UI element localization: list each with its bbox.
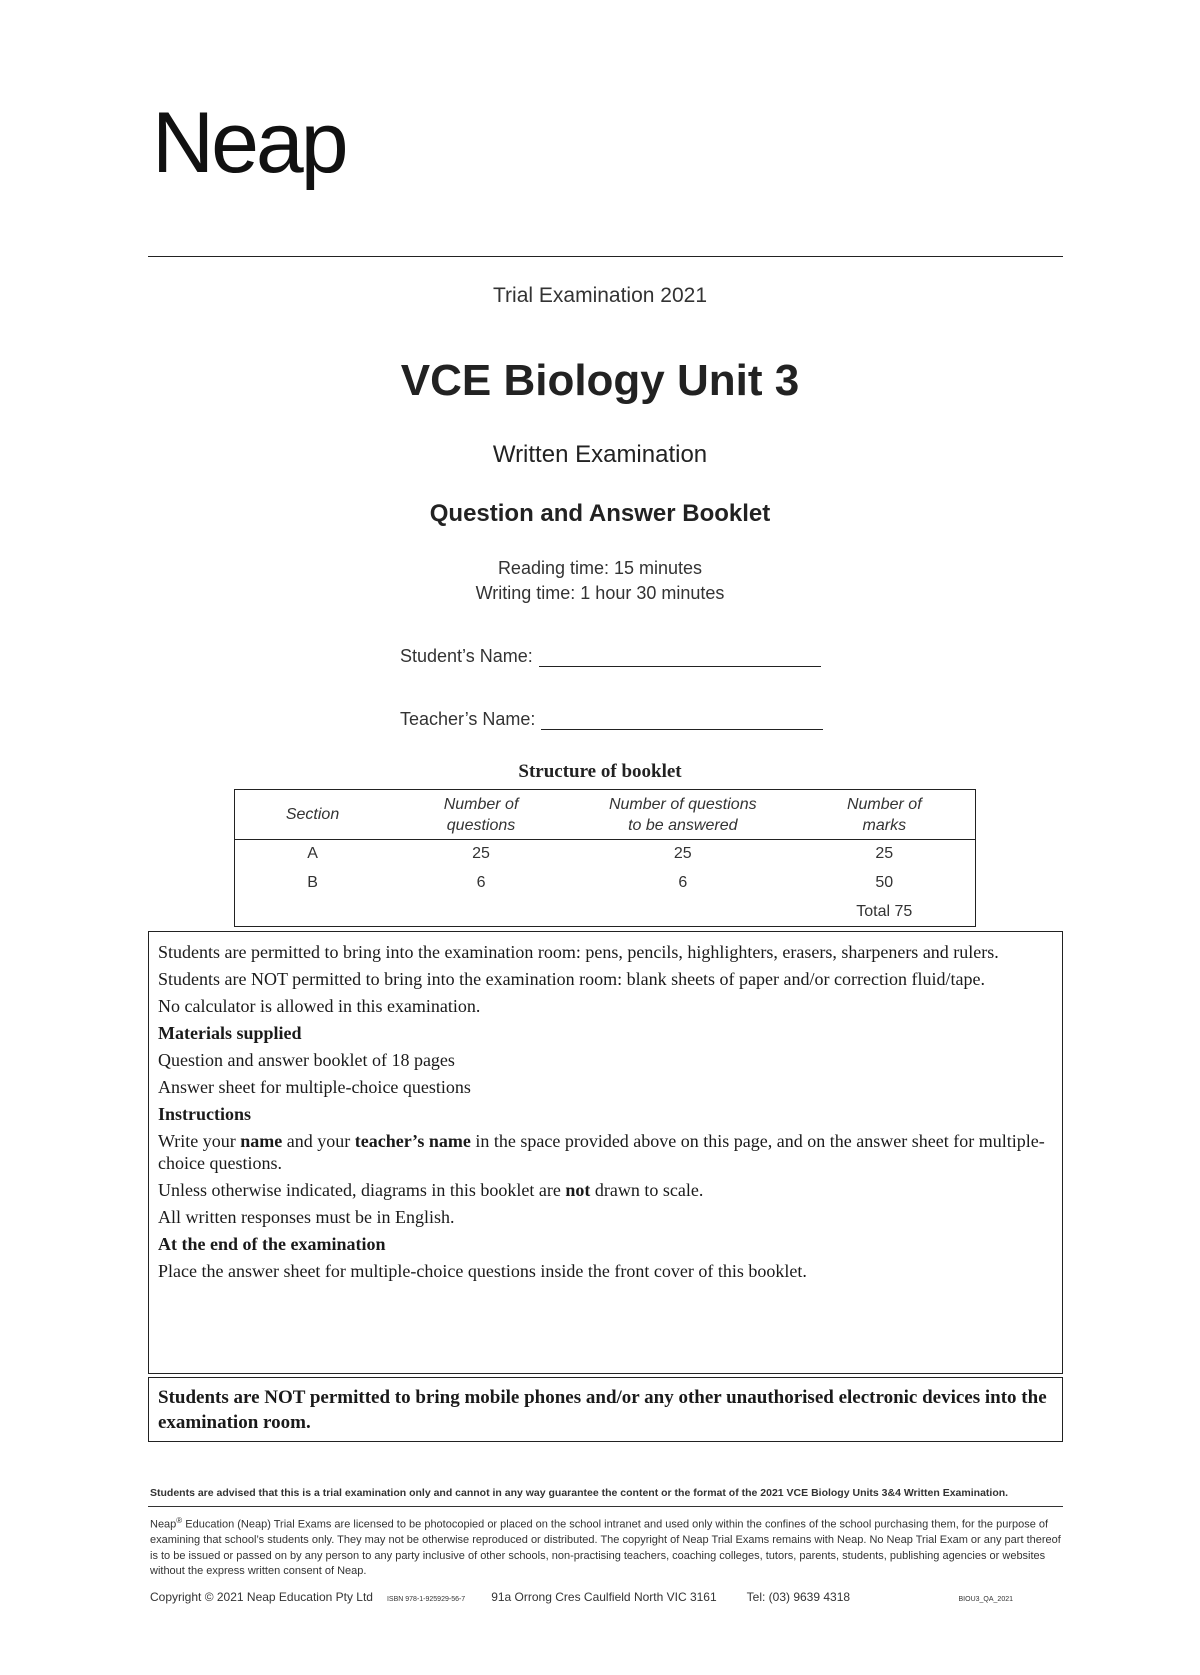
exam-subtitle: Written Examination bbox=[492, 441, 708, 468]
neap-logo: Neap bbox=[152, 95, 346, 191]
student-name-row bbox=[400, 646, 821, 667]
instruction-item: All written responses must be in English. bbox=[158, 1207, 455, 1227]
isbn: ISBN 978-1-925929-56-7 bbox=[386, 1596, 466, 1603]
cell-answered: 6 bbox=[678, 874, 688, 891]
cell-marks: 50 bbox=[875, 874, 894, 891]
telephone: Tel: (03) 9639 4318 bbox=[746, 1590, 851, 1604]
table-row bbox=[235, 869, 976, 898]
footer bbox=[150, 1590, 1065, 1604]
cell-section: A bbox=[307, 845, 318, 863]
licence-text: Neap® Education (Neap) Trial Exams are licensed to be photocopied or placed on the school intranet and used only within the confines of the school purchasing them, for the purpose of examining that school’s students only. They may not be otherwise reproduced or distributed. The copyright of Neap Trial Exams remains with Neap. No Neap Trial Exam or any part thereof is to be issued or passed on by any person to any party inclusive of other schools, non-practising teachers, coaching colleges, tutors, parents, students, publishing agencies or websites without the express written consent of Neap. bbox=[150, 1516, 1061, 1578]
table-total-row bbox=[235, 898, 976, 927]
cell-questions: 6 bbox=[476, 874, 486, 891]
header-number-of-questions: Number of questions bbox=[390, 790, 572, 840]
booklet-title: Question and Answer Booklet bbox=[429, 500, 771, 527]
teacher-name-label: Teacher’s Name: bbox=[400, 709, 536, 729]
cell-answered: 25 bbox=[673, 845, 692, 863]
instruction-item: Unless otherwise indicated, diagrams in this booklet are not drawn to scale. bbox=[158, 1180, 704, 1200]
footer-divider bbox=[148, 1506, 1063, 1507]
instructions-box bbox=[148, 931, 1063, 1374]
phone-warning-box: Students are NOT permitted to bring mobile phones and/or any other unauthorised electronic devices into the examination room. bbox=[148, 1377, 1063, 1442]
materials-heading: Materials supplied bbox=[158, 1023, 302, 1043]
header-number-of-marks: Number of marks bbox=[794, 790, 976, 840]
teacher-name-field[interactable] bbox=[541, 710, 823, 730]
instruction-item: Write your name and your teacher’s name in the space provided above on this page, and on the answer sheet for multiple-choice questions. bbox=[158, 1131, 1045, 1173]
instructions-heading: Instructions bbox=[158, 1104, 252, 1124]
reading-time: Reading time: 15 minutes bbox=[497, 558, 703, 578]
calculator-note: No calculator is allowed in this examination. bbox=[158, 996, 481, 1016]
header-section: Section bbox=[235, 790, 391, 840]
table-header-row bbox=[235, 790, 976, 840]
teacher-name-row bbox=[400, 709, 823, 730]
cell-section: B bbox=[307, 874, 318, 891]
header-divider bbox=[148, 256, 1063, 257]
page-title: VCE Biology Unit 3 bbox=[400, 356, 800, 405]
permitted-items: Students are permitted to bring into the examination room: pens, pencils, highlighters, erasers, sharpeners and rulers. bbox=[158, 942, 999, 962]
document-code: BIOU3_QA_2021 bbox=[958, 1596, 1013, 1603]
materials-item: Question and answer booklet of 18 pages bbox=[158, 1050, 455, 1070]
table-row bbox=[235, 840, 976, 869]
trial-label: Trial Examination 2021 bbox=[493, 284, 707, 307]
end-heading: At the end of the examination bbox=[158, 1234, 386, 1254]
header-questions-to-answer: Number of questions to be answered bbox=[572, 790, 794, 840]
copyright: Copyright © 2021 Neap Education Pty Ltd bbox=[150, 1590, 373, 1604]
end-instruction: Place the answer sheet for multiple-choice questions inside the front cover of this booklet. bbox=[158, 1261, 807, 1281]
materials-item: Answer sheet for multiple-choice questions bbox=[158, 1077, 471, 1097]
writing-time: Writing time: 1 hour 30 minutes bbox=[475, 583, 725, 603]
cell-marks: 25 bbox=[875, 845, 894, 863]
not-permitted-items: Students are NOT permitted to bring into the examination room: blank sheets of paper and/or correction fluid/tape. bbox=[158, 969, 985, 989]
cell-total: Total 75 bbox=[856, 902, 913, 920]
address: 91a Orrong Cres Caulfield North VIC 3161 bbox=[491, 1590, 717, 1604]
student-name-label: Student’s Name: bbox=[400, 646, 533, 666]
structure-title: Structure of booklet bbox=[518, 761, 682, 782]
cell-questions: 25 bbox=[472, 845, 490, 863]
student-name-field[interactable] bbox=[539, 647, 821, 667]
structure-table bbox=[234, 789, 976, 927]
trial-disclaimer: Students are advised that this is a trial examination only and cannot in any way guarantee the content or the format of the 2021 VCE Biology Units 3&4 Written Examination. bbox=[150, 1487, 1009, 1499]
